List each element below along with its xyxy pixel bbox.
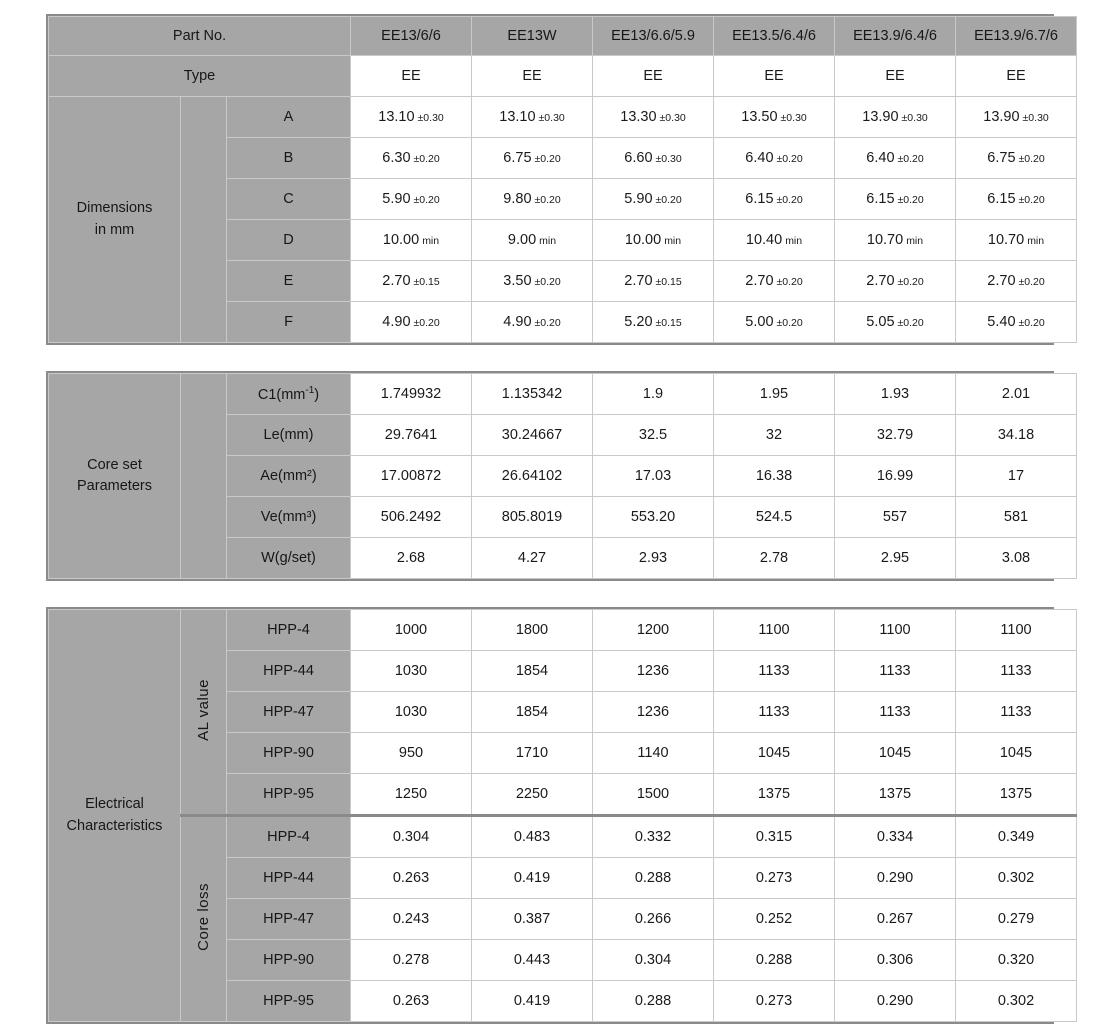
dim-a-1: 13.10 ±0.30 (472, 97, 593, 138)
dim-e-2: 2.70 ±0.15 (593, 261, 714, 302)
row-label-al-hpp47: HPP-47 (227, 692, 351, 733)
le-0: 29.7641 (351, 415, 472, 456)
c1-2: 1.9 (593, 374, 714, 415)
al-hpp4-3: 1100 (714, 610, 835, 651)
al-hpp90-1: 1710 (472, 733, 593, 774)
type-value-3: EE (714, 56, 835, 97)
dim-d-1: 9.00 min (472, 220, 593, 261)
row-label-d: D (227, 220, 351, 261)
column-header-3: EE13.5/6.4/6 (714, 17, 835, 56)
al-hpp90-2: 1140 (593, 733, 714, 774)
al-hpp44-1: 1854 (472, 651, 593, 692)
dim-f-4: 5.05 ±0.20 (835, 302, 956, 343)
dim-d-3: 10.40 min (714, 220, 835, 261)
electrical-characteristics-table (48, 609, 1077, 1022)
row-label-c: C (227, 179, 351, 220)
al-hpp47-1: 1854 (472, 692, 593, 733)
row-label-al-hpp44: HPP-44 (227, 651, 351, 692)
dimensions-group-label-line2: in mm (94, 221, 135, 238)
dimensions-group-label (49, 97, 181, 343)
c1-1: 1.135342 (472, 374, 593, 415)
dim-f-2: 5.20 ±0.15 (593, 302, 714, 343)
column-header-2: EE13/6.6/5.9 (593, 17, 714, 56)
dim-b-2: 6.60 ±0.30 (593, 138, 714, 179)
al-hpp44-5: 1133 (956, 651, 1077, 692)
loss-hpp4-2: 0.332 (593, 816, 714, 858)
dim-a-2: 13.30 ±0.30 (593, 97, 714, 138)
dim-d-2: 10.00 min (593, 220, 714, 261)
dimensions-spacer (181, 97, 227, 343)
type-value-0: EE (351, 56, 472, 97)
dim-b-1: 6.75 ±0.20 (472, 138, 593, 179)
row-label-c1: $C1(mm^{-1})$ (227, 374, 351, 415)
loss-hpp90-2: 0.304 (593, 940, 714, 981)
ae-3: 16.38 (714, 456, 835, 497)
table-row (49, 610, 1077, 651)
loss-hpp47-5: 0.279 (956, 899, 1077, 940)
loss-hpp90-0: 0.278 (351, 940, 472, 981)
row-label-le: Le(mm) (227, 415, 351, 456)
al-hpp95-3: 1375 (714, 774, 835, 816)
al-hpp44-4: 1133 (835, 651, 956, 692)
al-hpp4-0: 1000 (351, 610, 472, 651)
electrical-group-label-line2: Characteristics (66, 817, 163, 834)
w-4: 2.95 (835, 538, 956, 579)
w-5: 3.08 (956, 538, 1077, 579)
dim-c-4: 6.15 ±0.20 (835, 179, 956, 220)
loss-hpp47-0: 0.243 (351, 899, 472, 940)
dim-f-1: 4.90 ±0.20 (472, 302, 593, 343)
loss-hpp90-1: 0.443 (472, 940, 593, 981)
loss-hpp4-1: 0.483 (472, 816, 593, 858)
ve-4: 557 (835, 497, 956, 538)
electrical-characteristics-block (46, 607, 1054, 1024)
row-label-b: B (227, 138, 351, 179)
al-hpp47-5: 1133 (956, 692, 1077, 733)
loss-hpp95-0: 0.263 (351, 981, 472, 1022)
al-hpp44-3: 1133 (714, 651, 835, 692)
dim-b-5: 6.75 ±0.20 (956, 138, 1077, 179)
loss-hpp47-3: 0.252 (714, 899, 835, 940)
loss-hpp44-4: 0.290 (835, 858, 956, 899)
row-label-ve: Ve(mm³) (227, 497, 351, 538)
loss-hpp4-4: 0.334 (835, 816, 956, 858)
row-label-e: E (227, 261, 351, 302)
loss-hpp95-3: 0.273 (714, 981, 835, 1022)
c1-3: 1.95 (714, 374, 835, 415)
al-hpp90-0: 950 (351, 733, 472, 774)
dim-a-3: 13.50 ±0.30 (714, 97, 835, 138)
core-set-spacer (181, 374, 227, 579)
w-3: 2.78 (714, 538, 835, 579)
dim-d-0: 10.00 min (351, 220, 472, 261)
row-label-loss-hpp95: HPP-95 (227, 981, 351, 1022)
loss-hpp44-3: 0.273 (714, 858, 835, 899)
loss-hpp47-2: 0.266 (593, 899, 714, 940)
dim-c-2: 5.90 ±0.20 (593, 179, 714, 220)
loss-hpp4-3: 0.315 (714, 816, 835, 858)
loss-hpp44-5: 0.302 (956, 858, 1077, 899)
row-label-a: A (227, 97, 351, 138)
ve-1: 805.8019 (472, 497, 593, 538)
al-hpp4-5: 1100 (956, 610, 1077, 651)
row-label-loss-hpp47: HPP-47 (227, 899, 351, 940)
w-1: 4.27 (472, 538, 593, 579)
al-hpp4-2: 1200 (593, 610, 714, 651)
w-0: 2.68 (351, 538, 472, 579)
loss-hpp95-4: 0.290 (835, 981, 956, 1022)
al-hpp90-3: 1045 (714, 733, 835, 774)
loss-hpp44-2: 0.288 (593, 858, 714, 899)
al-hpp47-4: 1133 (835, 692, 956, 733)
dim-c-1: 9.80 ±0.20 (472, 179, 593, 220)
row-label-al-hpp90: HPP-90 (227, 733, 351, 774)
al-hpp95-2: 1500 (593, 774, 714, 816)
type-value-4: EE (835, 56, 956, 97)
loss-hpp95-1: 0.419 (472, 981, 593, 1022)
loss-hpp47-1: 0.387 (472, 899, 593, 940)
ae-1: 26.64102 (472, 456, 593, 497)
type-value-2: EE (593, 56, 714, 97)
core-set-group-label-line2: Parameters (77, 478, 152, 494)
le-5: 34.18 (956, 415, 1077, 456)
le-2: 32.5 (593, 415, 714, 456)
electrical-group-label-line1: Electrical (85, 796, 144, 813)
c1-4: 1.93 (835, 374, 956, 415)
loss-hpp90-3: 0.288 (714, 940, 835, 981)
ae-4: 16.99 (835, 456, 956, 497)
column-header-5: EE13.9/6.7/6 (956, 17, 1077, 56)
dim-e-3: 2.70 ±0.20 (714, 261, 835, 302)
dim-b-4: 6.40 ±0.20 (835, 138, 956, 179)
al-value-group-label: AL value (181, 610, 227, 816)
dimensions-table-block (46, 14, 1058, 345)
al-hpp95-0: 1250 (351, 774, 472, 816)
loss-hpp95-5: 0.302 (956, 981, 1077, 1022)
dim-b-0: 6.30 ±0.20 (351, 138, 472, 179)
loss-hpp90-4: 0.306 (835, 940, 956, 981)
ve-2: 553.20 (593, 497, 714, 538)
dim-b-3: 6.40 ±0.20 (714, 138, 835, 179)
dim-a-0: 13.10 ±0.30 (351, 97, 472, 138)
dim-e-4: 2.70 ±0.20 (835, 261, 956, 302)
dim-e-5: 2.70 ±0.20 (956, 261, 1077, 302)
ve-5: 581 (956, 497, 1077, 538)
w-2: 2.93 (593, 538, 714, 579)
dim-c-3: 6.15 ±0.20 (714, 179, 835, 220)
loss-hpp4-5: 0.349 (956, 816, 1077, 858)
row-label-al-hpp95: HPP-95 (227, 774, 351, 816)
column-header-1: EE13W (472, 17, 593, 56)
al-hpp47-2: 1236 (593, 692, 714, 733)
table-row (49, 816, 1077, 858)
row-label-al-hpp4: HPP-4 (227, 610, 351, 651)
loss-hpp44-1: 0.419 (472, 858, 593, 899)
part-no-label: Part No. (49, 17, 351, 56)
al-hpp95-4: 1375 (835, 774, 956, 816)
column-header-0: EE13/6/6 (351, 17, 472, 56)
dim-c-0: 5.90 ±0.20 (351, 179, 472, 220)
type-value-1: EE (472, 56, 593, 97)
al-hpp90-5: 1045 (956, 733, 1077, 774)
core-loss-group-label: Core loss (181, 816, 227, 1022)
al-hpp47-0: 1030 (351, 692, 472, 733)
loss-hpp90-5: 0.320 (956, 940, 1077, 981)
al-hpp47-3: 1133 (714, 692, 835, 733)
row-label-ae: Ae(mm²) (227, 456, 351, 497)
dim-f-5: 5.40 ±0.20 (956, 302, 1077, 343)
al-hpp44-0: 1030 (351, 651, 472, 692)
c1-5: 2.01 (956, 374, 1077, 415)
dim-a-4: 13.90 ±0.30 (835, 97, 956, 138)
table-row (49, 97, 1077, 138)
al-hpp95-1: 2250 (472, 774, 593, 816)
table-row (49, 374, 1077, 415)
table-row-type (49, 56, 1077, 97)
type-label: Type (49, 56, 351, 97)
dim-d-5: 10.70 min (956, 220, 1077, 261)
row-label-loss-hpp90: HPP-90 (227, 940, 351, 981)
row-label-loss-hpp44: HPP-44 (227, 858, 351, 899)
ae-0: 17.00872 (351, 456, 472, 497)
dim-a-5: 13.90 ±0.30 (956, 97, 1077, 138)
dimensions-group-label-line1: Dimensions (76, 200, 153, 217)
ve-0: 506.2492 (351, 497, 472, 538)
le-1: 30.24667 (472, 415, 593, 456)
row-label-w: W(g/set) (227, 538, 351, 579)
dim-f-0: 4.90 ±0.20 (351, 302, 472, 343)
table-row-part-no (49, 17, 1077, 56)
column-header-4: EE13.9/6.4/6 (835, 17, 956, 56)
al-hpp95-5: 1375 (956, 774, 1077, 816)
ae-2: 17.03 (593, 456, 714, 497)
row-label-loss-hpp4: HPP-4 (227, 816, 351, 858)
al-hpp44-2: 1236 (593, 651, 714, 692)
dim-c-5: 6.15 ±0.20 (956, 179, 1077, 220)
core-set-group-label-line1: Core set (87, 456, 142, 473)
dimensions-table (48, 16, 1077, 343)
dim-e-1: 3.50 ±0.20 (472, 261, 593, 302)
loss-hpp4-0: 0.304 (351, 816, 472, 858)
al-hpp4-1: 1800 (472, 610, 593, 651)
c1-0: 1.749932 (351, 374, 472, 415)
loss-hpp95-2: 0.288 (593, 981, 714, 1022)
loss-hpp44-0: 0.263 (351, 858, 472, 899)
core-set-parameters-block (46, 371, 1054, 581)
type-value-5: EE (956, 56, 1077, 97)
dim-f-3: 5.00 ±0.20 (714, 302, 835, 343)
loss-hpp47-4: 0.267 (835, 899, 956, 940)
dim-d-4: 10.70 min (835, 220, 956, 261)
row-label-f: F (227, 302, 351, 343)
al-hpp4-4: 1100 (835, 610, 956, 651)
core-set-group-label (49, 374, 181, 579)
ae-5: 17 (956, 456, 1077, 497)
electrical-group-label (49, 610, 181, 1022)
al-hpp90-4: 1045 (835, 733, 956, 774)
core-set-parameters-table (48, 373, 1077, 579)
le-4: 32.79 (835, 415, 956, 456)
le-3: 32 (714, 415, 835, 456)
dim-e-0: 2.70 ±0.15 (351, 261, 472, 302)
ve-3: 524.5 (714, 497, 835, 538)
